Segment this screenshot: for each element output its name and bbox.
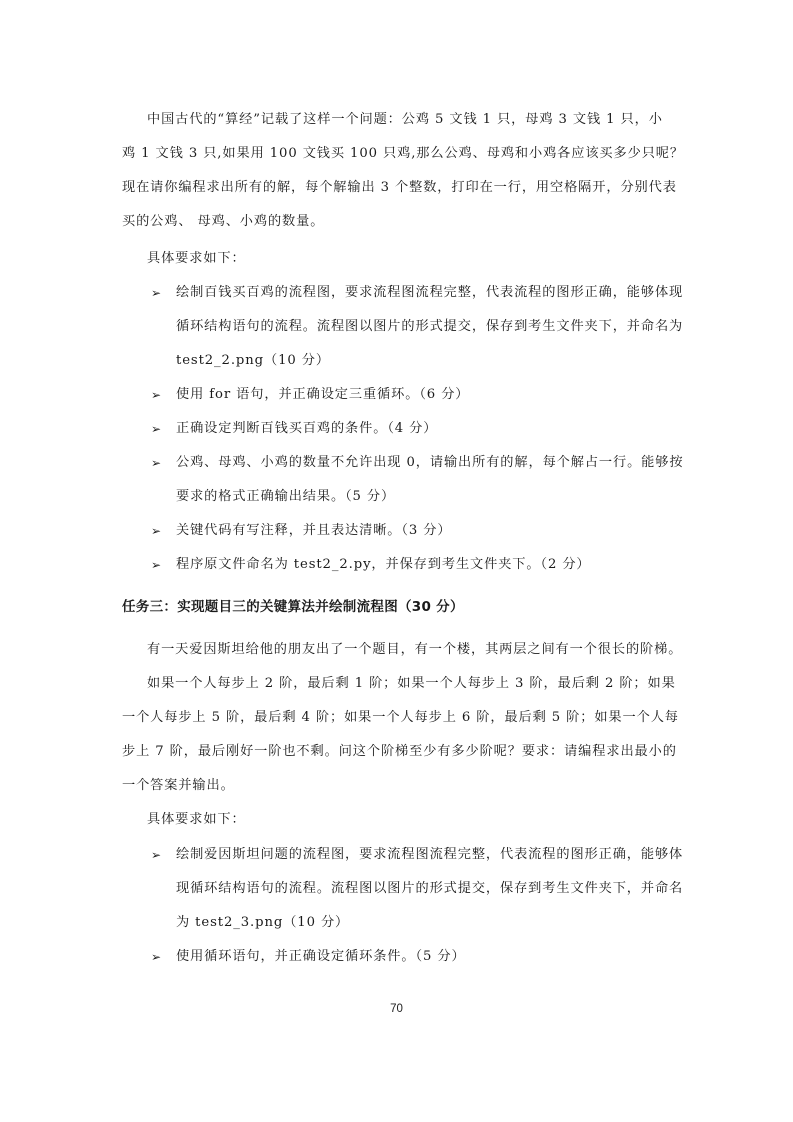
task3-bullet-2-line-1: 使用循环语句，并正确设定循环条件。（5 分） — [176, 949, 466, 964]
task3-paragraph-line-3: 一个人每步上 5 阶，最后剩 4 阶；如果一个人每步上 6 阶，最后剩 5 阶；如果一个人每 — [122, 710, 679, 725]
task3-paragraph-line-2: 如果一个人每步上 2 阶，最后剩 1 阶；如果一个人每步上 3 阶，最后剩 2 阶；如果 — [147, 676, 676, 691]
task2-bullet-2 — [151, 385, 673, 405]
task3-bullet-1-line-1: 绘制爱因斯坦问题的流程图，要求流程图流程完整，代表流程的图形正确，能够体 — [176, 847, 684, 862]
task3-bullet-1-line-2: 现循环结构语句的流程。流程图以图片的形式提交，保存到考生文件夹下，并命名 — [176, 881, 684, 896]
task2-bullet-3 — [151, 419, 673, 439]
task2-bullet-6-line-1: 程序原文件命名为 test2_2.py，并保存到考生文件夹下。（2 分） — [176, 557, 591, 572]
bullet-arrow-icon: ➢ — [151, 558, 162, 572]
task3-bullet-2 — [151, 947, 673, 967]
bullet-arrow-icon: ➢ — [151, 456, 162, 470]
task2-bullet-4-line-2: 要求的格式正确输出结果。（5 分） — [176, 489, 396, 504]
task3-requirements-title: 具体要求如下： — [147, 812, 246, 827]
task3-paragraph-line-1: 有一天爱因斯坦给他的朋友出了一个题目，有一个楼，其两层之间有一个很长的阶梯。 — [147, 642, 683, 657]
task2-bullet-4-line-1: 公鸡、母鸡、小鸡的数量不允许出现 0，请输出所有的解，每个解占一行。能够按 — [176, 455, 684, 470]
task3-bullet-1-line-3: 为 test2_3.png（10 分） — [176, 915, 350, 930]
task3-bullet-1 — [151, 845, 684, 865]
task2-bullet-5-line-1: 关键代码有写注释，并且表达清晰。（3 分） — [176, 523, 452, 538]
bullet-arrow-icon: ➢ — [151, 388, 162, 402]
task3-paragraph-line-5: 一个答案并输出。 — [122, 778, 235, 793]
task3-paragraph-line-4: 步上 7 阶，最后刚好一阶也不剩。问这个阶梯至少有多少阶呢？要求：请编程求出最小的 — [122, 744, 677, 759]
task2-paragraph-line-3: 现在请你编程求出所有的解，每个解输出 3 个整数，打印在一行，用空格隔开，分别代表 — [122, 180, 677, 195]
bullet-arrow-icon: ➢ — [151, 950, 162, 964]
task2-bullet-5 — [151, 521, 673, 541]
bullet-arrow-icon: ➢ — [151, 422, 162, 436]
task2-paragraph-line-1: 中国古代的“算经”记载了这样一个问题：公鸡 5 文钱 1 只，母鸡 3 文钱 1 只，小 — [147, 112, 663, 127]
bullet-arrow-icon: ➢ — [151, 524, 162, 538]
task2-paragraph-line-4: 买的公鸡、 母鸡、小鸡的数量。 — [122, 214, 325, 229]
task2-bullet-2-line-1: 使用 for 语句，并正确设定三重循环。（6 分） — [176, 387, 470, 402]
task2-bullet-1-line-2: 循环结构语句的流程。流程图以图片的形式提交，保存到考生文件夹下，并命名为 — [176, 319, 684, 334]
task2-requirements-title: 具体要求如下： — [147, 251, 246, 266]
bullet-arrow-icon: ➢ — [151, 848, 162, 862]
task3-heading: 任务三：实现题目三的关键算法并绘制流程图（30 分） — [122, 599, 464, 615]
task2-bullet-1-line-3: test2_2.png（10 分） — [176, 353, 330, 368]
task2-paragraph-line-2: 鸡 1 文钱 3 只,如果用 100 文钱买 100 只鸡,那么公鸡、母鸡和小鸡各应该买多少只呢？ — [122, 146, 684, 161]
task2-bullet-1-line-1: 绘制百钱买百鸡的流程图，要求流程图流程完整，代表流程的图形正确，能够体现 — [176, 285, 684, 300]
task2-bullet-6 — [151, 555, 673, 575]
task2-bullet-4 — [151, 453, 684, 473]
page-number: 70 — [390, 1003, 403, 1015]
task2-bullet-3-line-1: 正确设定判断百钱买百鸡的条件。（4 分） — [176, 421, 438, 436]
bullet-arrow-icon: ➢ — [151, 286, 162, 300]
task2-bullet-1 — [151, 283, 684, 303]
